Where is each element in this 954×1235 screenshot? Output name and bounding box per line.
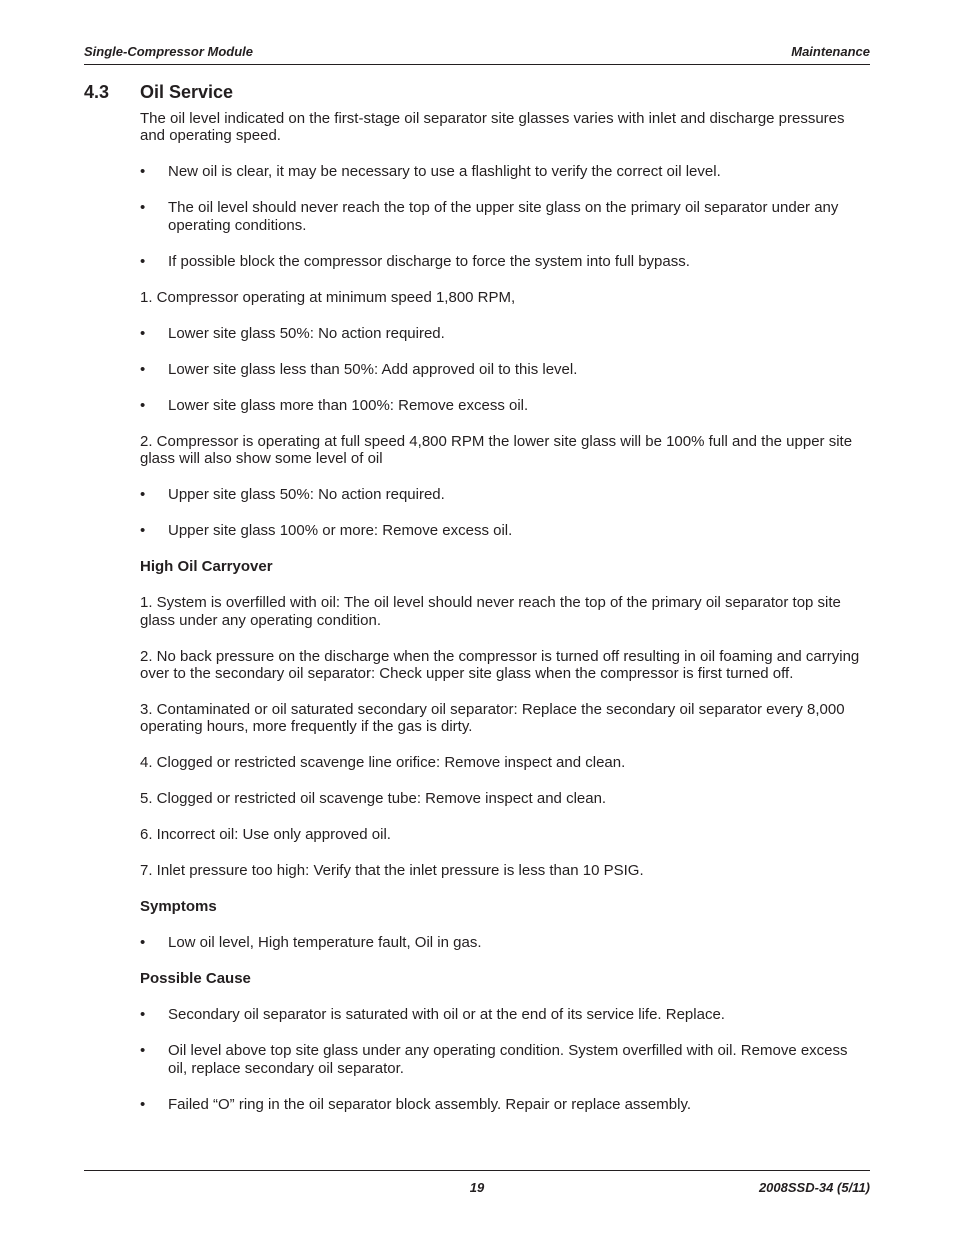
bullet-item: • New oil is clear, it may be necessary to use a flashlight to verify the correct oil level. — [140, 163, 870, 180]
bullet-item: • Lower site glass 50%: No action required. — [140, 325, 870, 342]
bullet-item: • Upper site glass 50%: No action required. — [140, 486, 870, 503]
bullet-item: • Low oil level, High temperature fault, Oil in gas. — [140, 934, 870, 951]
bullet-item: • Secondary oil separator is saturated with oil or at the end of its service life. Replace. — [140, 1006, 870, 1023]
bullet-item: • Oil level above top site glass under any operating condition. System overfilled with oil. Remove excess oil, replace secondary oil separator. — [140, 1042, 870, 1077]
bullet-item: • Lower site glass more than 100%: Remove excess oil. — [140, 397, 870, 414]
page-header — [84, 44, 870, 65]
bullet-item: • Failed “O” ring in the oil separator block assembly. Repair or replace assembly. — [140, 1096, 870, 1113]
section-number: 4.3 — [84, 82, 110, 102]
page-number: 19 — [469, 1180, 485, 1195]
bullet-item: • Lower site glass less than 50%: Add approved oil to this level. — [140, 361, 870, 378]
step-1-paragraph: 1. Compressor operating at minimum speed 1,800 RPM, — [140, 288, 516, 306]
bullet-item: • The oil level should never reach the top of the upper site glass on the primary oil separator under any operating conditions. — [140, 199, 870, 234]
intro-paragraph: The oil level indicated on the first-stage oil separator site glasses varies with inlet and discharge pressures and operating speed. — [140, 110, 845, 145]
carryover-item: 4. Clogged or restricted scavenge line orifice: Remove inspect and clean. — [140, 754, 626, 772]
header-module-title: Single-Compressor Module — [84, 44, 254, 59]
section-title: Oil Service — [140, 82, 234, 102]
possible-cause-heading: Possible Cause — [140, 970, 251, 988]
document-code: 2008SSD-34 (5/11) — [758, 1180, 870, 1195]
carryover-item: 3. Contaminated or oil saturated secondary oil separator: Replace the secondary oil separator every 8,000 operating hours, more frequently if the gas is dirty. — [140, 701, 845, 736]
page-content — [140, 110, 870, 1113]
bullet-item: • If possible block the compressor discharge to force the system into full bypass. — [140, 253, 870, 270]
carryover-item: 7. Inlet pressure too high: Verify that the inlet pressure is less than 10 PSIG. — [140, 862, 644, 880]
carryover-item: 2. No back pressure on the discharge when the compressor is turned off resulting in oil foaming and carrying over to the secondary oil separator: Check upper site glass when the compressor is first turned off. — [140, 647, 860, 683]
page-footer — [84, 1170, 870, 1195]
bullet-item: • Upper site glass 100% or more: Remove excess oil. — [140, 522, 870, 539]
symptoms-heading: Symptoms — [140, 898, 217, 916]
carryover-item: 6. Incorrect oil: Use only approved oil. — [140, 826, 391, 844]
header-chapter-title: Maintenance — [791, 44, 870, 59]
carryover-item: 1. System is overfilled with oil: The oil level should never reach the top of the primary oil separator top site glass under any operating condition. — [140, 594, 841, 629]
step-2-paragraph: 2. Compressor is operating at full speed 4,800 RPM the lower site glass will be 100% full and the upper site glass will also show some level of oil — [140, 432, 853, 468]
carryover-item: 5. Clogged or restricted oil scavenge tube: Remove inspect and clean. — [140, 790, 607, 808]
carryover-heading: High Oil Carryover — [140, 558, 273, 576]
